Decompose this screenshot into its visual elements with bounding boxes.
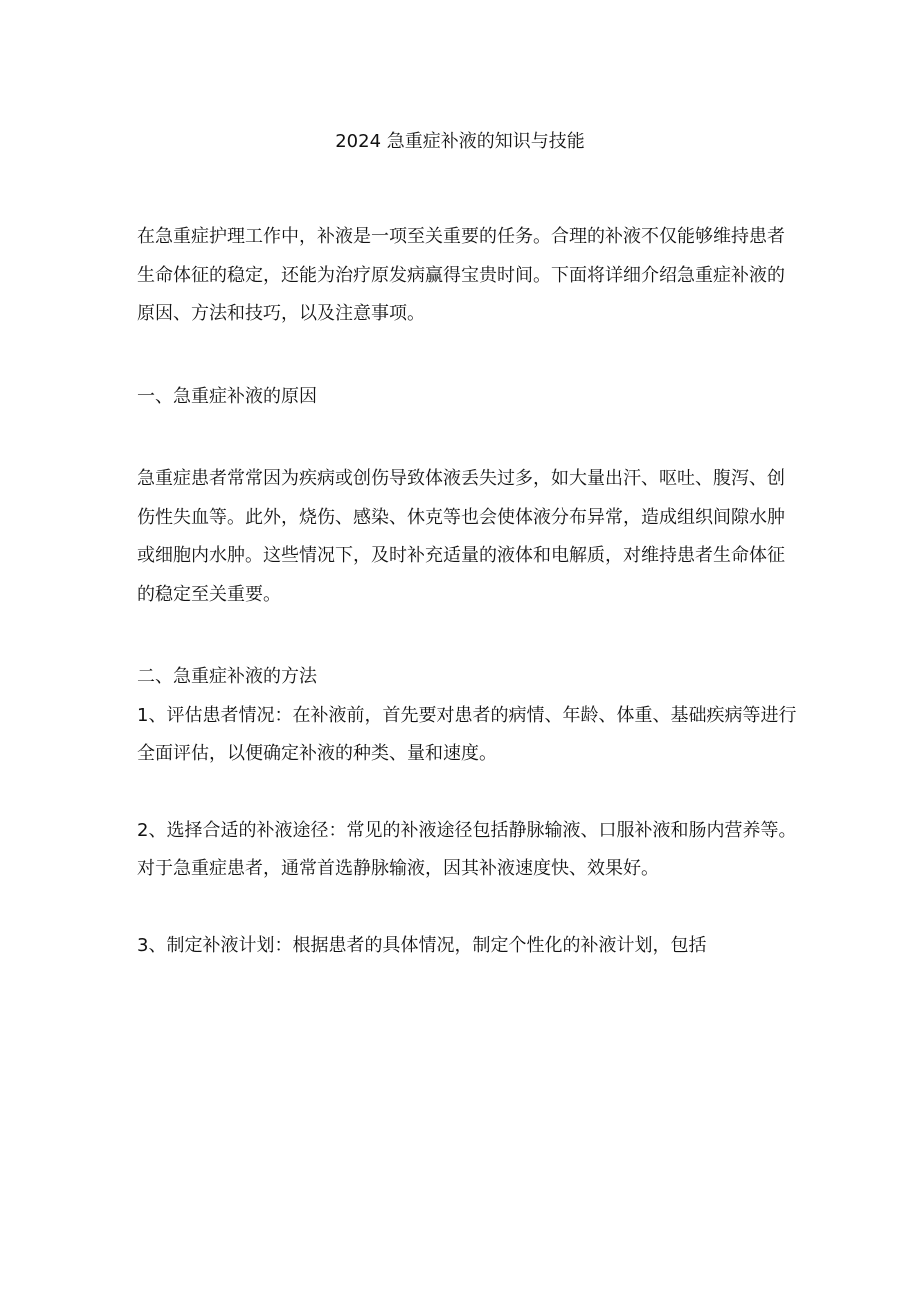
- spacer: [137, 889, 797, 927]
- section-2-heading: 二、急重症补液的方法: [137, 666, 317, 687]
- spacer: [137, 334, 797, 378]
- spacer: [137, 614, 797, 658]
- document-body: [137, 218, 797, 965]
- section-1-body: 急重症患者常常因为疾病或创伤导致体液丢失过多，如大量出汗、呕吐、腹泻、创伤性失血等。此外，烧伤、感染、休克等也会使体液分布异常，造成组织间隙水肿或细胞内水肿。这些情况下，及时补充适量的液体和电解质，对维持患者生命体征的稳定至关重要。: [137, 468, 785, 605]
- section-2-item-2: 2、选择合适的补液途径：常见的补液途径包括静脉输液、口服补液和肠内营养等。对于急重症患者，通常首选静脉输液，因其补液速度快、效果好。: [137, 819, 797, 879]
- spacer: [137, 416, 797, 460]
- section-2-item-1: 1、评估患者情况：在补液前，首先要对患者的病情、年龄、体重、基础疾病等进行全面评估，以便确定补液的种类、量和速度。: [137, 704, 797, 764]
- section-1-heading: 一、急重症补液的原因: [137, 385, 317, 407]
- intro-paragraph: 在急重症护理工作中，补液是一项至关重要的任务。合理的补液不仅能够维持患者生命体征的稳定，还能为治疗原发病赢得宝贵时间。下面将详细介绍急重症补液的原因、方法和技巧，以及注意事项。: [137, 226, 785, 324]
- spacer: [137, 774, 797, 812]
- document-title: 2024 急重症补液的知识与技能: [335, 131, 585, 152]
- section-2-item-3: 3、制定补液计划：根据患者的具体情况，制定个性化的补液计划，包括: [137, 934, 707, 956]
